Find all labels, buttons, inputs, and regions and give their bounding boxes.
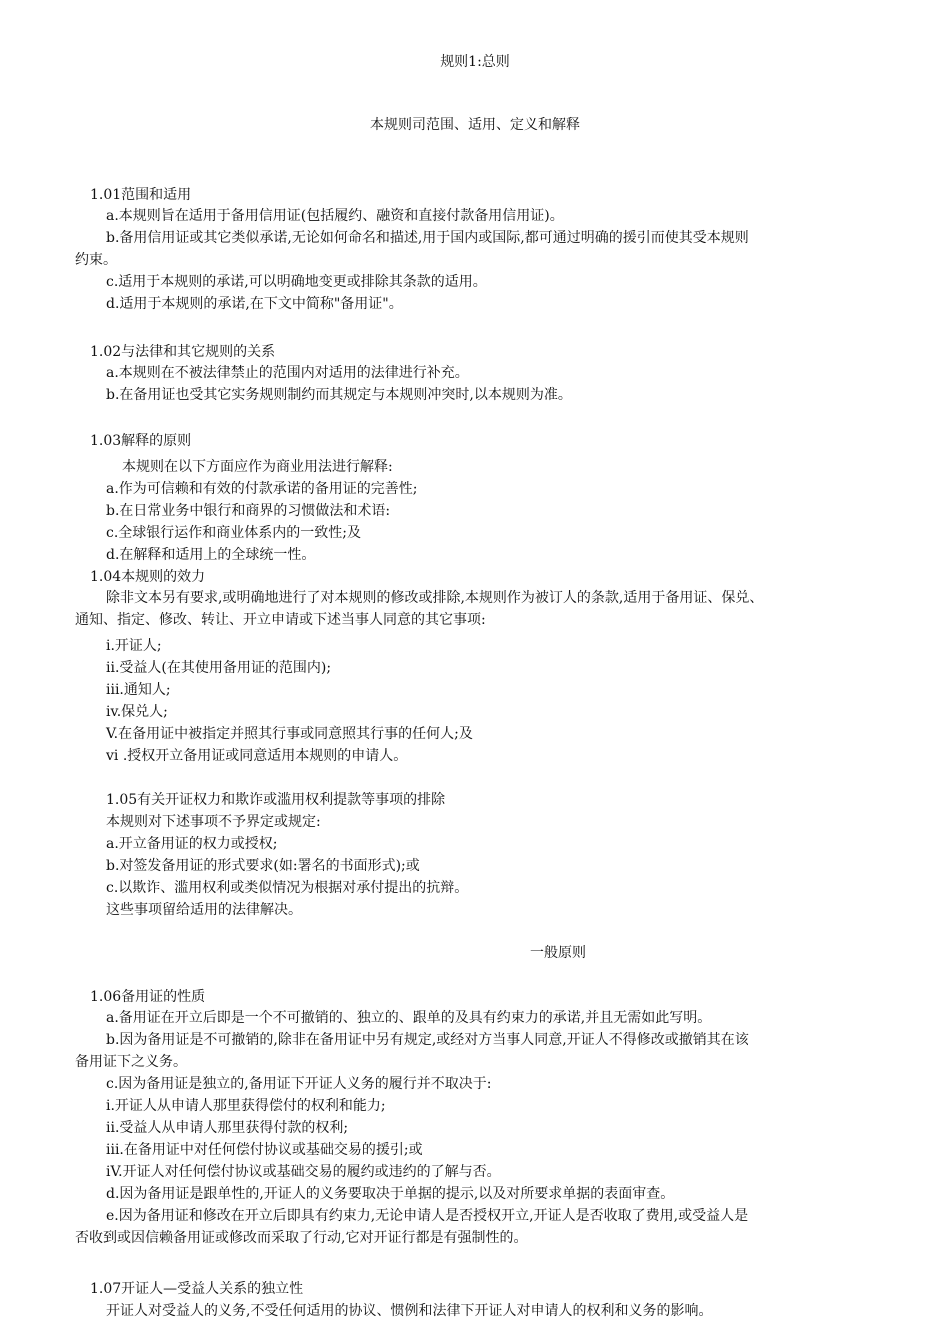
section-1-06-item-c-i: i.开证人从申请人那里获得偿付的权利和能力; (106, 1098, 386, 1114)
section-1-01-item-b-cont: 约束。 (75, 252, 117, 268)
section-1-02-item-b: b.在备用证也受其它实务规则制约而其规定与本规则冲突时,以本规则为准。 (106, 387, 572, 403)
section-1-07-para: 开证人对受益人的义务,不受任何适用的协议、惯例和法律下开证人对申请人的权利和义务的影响。 (106, 1303, 713, 1319)
section-1-04-item-i: i.开证人; (106, 638, 162, 654)
section-1-01-item-b: b.备用信用证或其它类似承诺,无论如何命名和描述,用于国内或国际,都可通过明确的援引而使其受本规则 (106, 230, 749, 246)
section-1-04-item-vi: vi .授权开立备用证或同意适用本规则的申请人。 (106, 748, 408, 764)
section-1-03-heading: 1.03解释的原则 (90, 433, 192, 449)
section-1-04-item-v: V.在备用证中被指定并照其行事或同意照其行事的任何人;及 (106, 726, 473, 742)
section-1-04-heading: 1.04本规则的效力 (90, 569, 206, 585)
section-1-06-heading: 1.06备用证的性质 (90, 989, 206, 1005)
section-1-03-item-b: b.在日常业务中银行和商界的习惯做法和术语: (106, 503, 391, 519)
section-1-03-item-a: a.作为可信赖和有效的付款承诺的备用证的完善性; (106, 481, 418, 497)
section-1-03-item-d: d.在解释和适用上的全球统一性。 (106, 547, 316, 563)
section-1-01-item-a: a.本规则旨在适用于备用信用证(包括履约、融资和直接付款备用信用证)。 (106, 208, 564, 224)
section-1-07-heading: 1.07开证人—受益人关系的独立性 (90, 1281, 304, 1297)
section-1-05-intro: 本规则对下述事项不予界定或规定: (106, 814, 321, 830)
section-1-06-item-a: a.备用证在开立后即是一个不可撤销的、独立的、跟单的及具有约束力的承诺,并且无需如此写明。 (106, 1010, 712, 1026)
general-principles-title: 一般原则 (530, 945, 586, 961)
section-1-05-item-a: a.开立备用证的权力或授权; (106, 836, 278, 852)
section-1-01-item-d: d.适用于本规则的承诺,在下文中简称"备用证"。 (106, 296, 403, 312)
page-title: 规则1:总则 (440, 54, 510, 70)
section-1-06-item-c-iii: iii.在备用证中对任何偿付协议或基础交易的援引;或 (106, 1142, 423, 1158)
section-1-06-item-e-cont: 否收到或因信赖备用证或修改而采取了行动,它对开证行都是有强制性的。 (75, 1230, 528, 1246)
section-1-06-item-e: e.因为备用证和修改在开立后即具有约束力,无论申请人是否授权开立,开证人是否收取了费用,或受益人是 (106, 1208, 749, 1224)
section-1-06-item-b-cont: 备用证下之义务。 (75, 1054, 187, 1070)
section-1-04-item-ii: ii.受益人(在其使用备用证的范围内); (106, 660, 332, 676)
section-1-02-item-a: a.本规则在不被法律禁止的范围内对适用的法律进行补充。 (106, 365, 469, 381)
section-1-05-item-c: c.以欺诈、滥用权利或类似情况为根据对承付提出的抗辩。 (106, 880, 469, 896)
section-1-05-item-b: b.对签发备用证的形式要求(如:署名的书面形式);或 (106, 858, 420, 874)
section-1-04-para-cont: 通知、指定、修改、转让、开立申请或下述当事人同意的其它事项: (75, 612, 486, 628)
section-1-01-item-c: c.适用于本规则的承诺,可以明确地变更或排除其条款的适用。 (106, 274, 487, 290)
section-1-02-heading: 1.02与法律和其它规则的关系 (90, 344, 276, 360)
section-1-04-item-iii: iii.通知人; (106, 682, 171, 698)
section-1-03-item-c: c.全球银行运作和商业体系内的一致性;及 (106, 525, 362, 541)
page-subtitle: 本规则司范围、适用、定义和解释 (370, 117, 580, 133)
section-1-03-intro: 本规则在以下方面应作为商业用法进行解释: (122, 459, 393, 475)
section-1-05-heading: 1.05有关开证权力和欺诈或滥用权利提款等事项的排除 (106, 792, 446, 808)
section-1-06-item-c: c.因为备用证是独立的,备用证下开证人义务的履行并不取决于: (106, 1076, 492, 1092)
section-1-06-item-c-iv: iV.开证人对任何偿付协议或基础交易的履约或违约的了解与否。 (106, 1164, 501, 1180)
section-1-04-para: 除非文本另有要求,或明确地进行了对本规则的修改或排除,本规则作为被订人的条款,适用于备用证、保兑、 (106, 590, 764, 606)
section-1-01-heading: 1.01范围和适用 (90, 187, 192, 203)
section-1-06-item-b: b.因为备用证是不可撤销的,除非在备用证中另有规定,或经对方当事人同意,开证人不得修改或撤销其在该 (106, 1032, 749, 1048)
section-1-05-closing: 这些事项留给适用的法律解决。 (106, 902, 302, 918)
section-1-06-item-c-ii: ii.受益人从申请人那里获得付款的权利; (106, 1120, 349, 1136)
section-1-06-item-d: d.因为备用证是跟单性的,开证人的义务要取决于单据的提示,以及对所要求单据的表面审查。 (106, 1186, 675, 1202)
section-1-04-item-iv: iv.保兑人; (106, 704, 168, 720)
